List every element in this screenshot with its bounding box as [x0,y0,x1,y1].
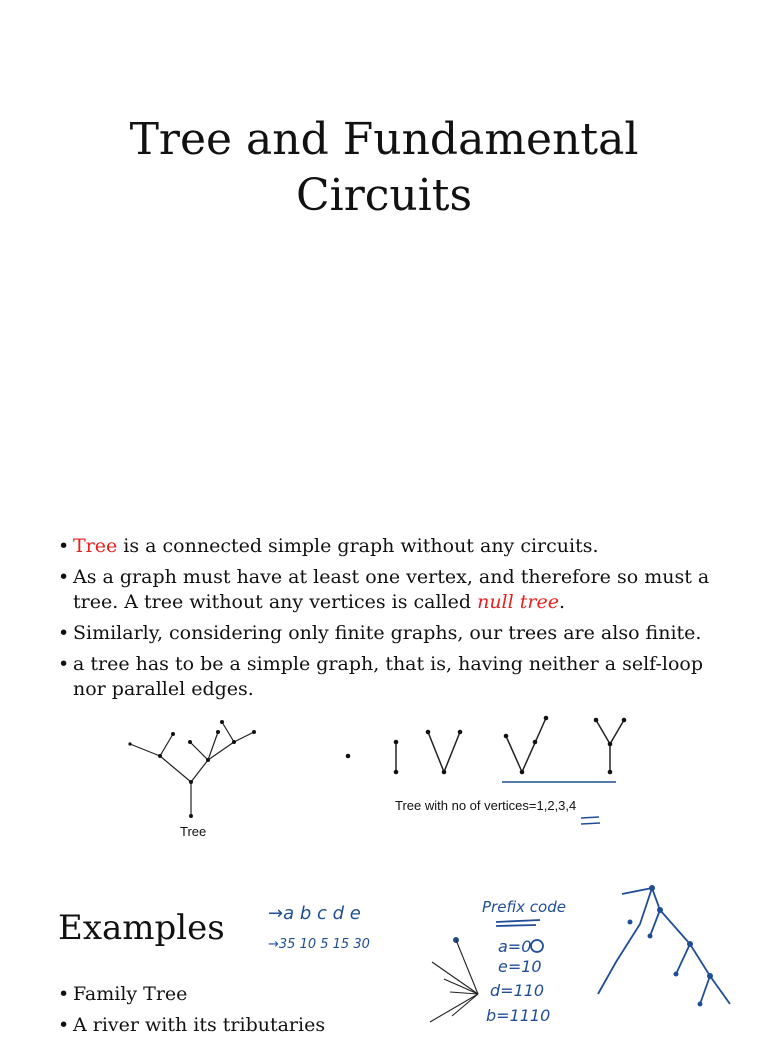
title-line-2: Circuits [295,170,473,221]
bullet-simple-graph [58,652,738,702]
bullet-finite [58,621,738,646]
small-trees-figure [334,712,634,792]
term-null-tree: null tree [477,591,559,613]
bullet-null-tree [58,565,738,615]
example-family-tree: • Family Tree [58,982,325,1007]
bullet-text: As a graph must have at least one vertex, and therefore so must a tree. A tree without any vertices is called [73,566,710,613]
hand-letters: →a b c d e [268,903,361,924]
tree-figure-caption: Tree [180,824,207,839]
underline-scribble [578,814,604,828]
bullet-text: Similarly, considering only finite graphs, our trees are also finite. [73,622,702,644]
hand-code-a: a=0 [498,937,532,956]
hand-numbers: →35 10 5 15 30 [268,937,370,952]
tree-figure [118,716,268,836]
bullet-tree-definition [58,534,738,559]
hand-prefix-label: Prefix code [482,898,566,916]
bullet-text: a tree has to be a simple graph, that is, having neither a self-loop nor parallel edges. [73,653,704,700]
hand-code-b: b=1110 [486,1006,551,1025]
title-slide [0,0,768,480]
examples-slide [0,864,768,1036]
handwritten-notes [0,864,768,1024]
hand-code-e: e=10 [498,957,542,976]
example-river: • A river with its tributaries [58,1013,325,1038]
title-line-1: Tree and Fundamental [129,114,639,165]
slide-title [0,112,768,224]
definition-bullet-list [58,534,738,708]
term-tree: Tree [73,535,118,557]
bullet-text: is a connected simple graph without any circuits. [117,535,599,557]
bullet-text-end: . [558,591,565,613]
examples-heading: Examples [58,908,225,948]
definition-slide [0,480,768,864]
hand-code-d: d=110 [490,981,545,1000]
small-trees-caption: Tree with no of vertices=1,2,3,4 [395,798,577,813]
